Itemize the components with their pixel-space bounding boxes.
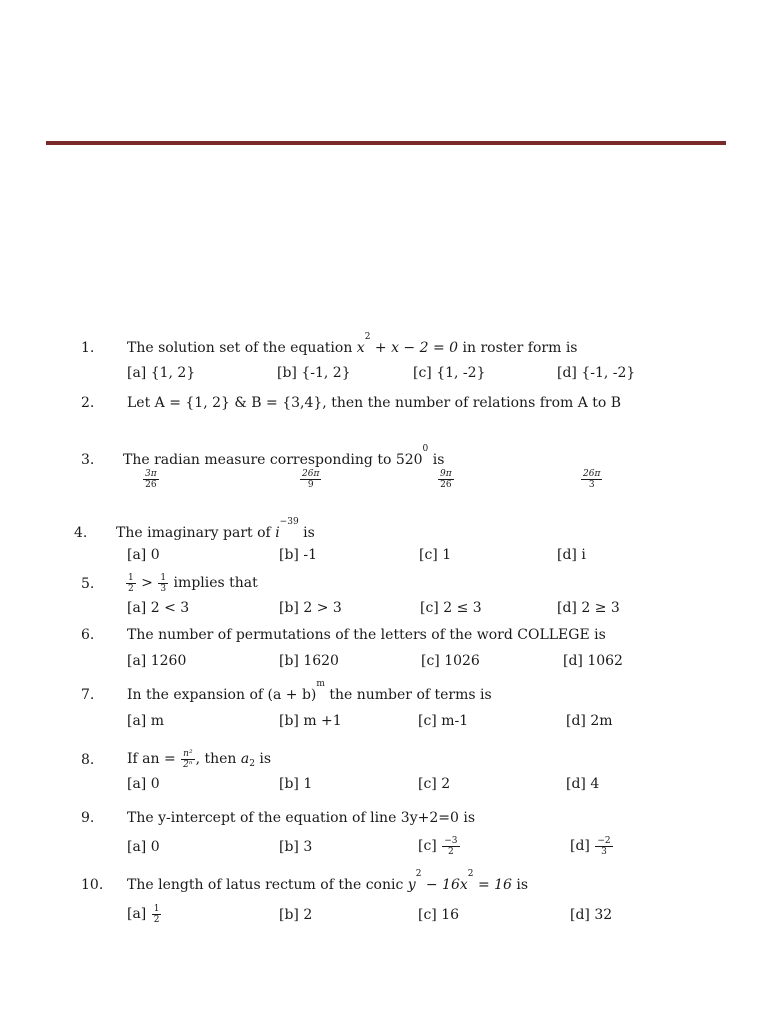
option-c: [c] m-1: [418, 713, 469, 729]
question-number: 4.: [74, 525, 88, 541]
option-d: [d] 1062: [563, 653, 623, 669]
question-number: 6.: [81, 627, 95, 643]
option-a: [a] 0: [127, 776, 160, 792]
option-b: [b] m +1: [279, 713, 342, 729]
option-c: $\frac{9\pi}{26}$: [440, 469, 452, 490]
question-text: The imaginary part of $i^{-39}$ is: [116, 517, 315, 541]
option-d: $\frac{26\pi}{3}$: [583, 469, 601, 490]
option-c: [c] 1: [419, 547, 452, 563]
option-d: [d] 32: [570, 907, 613, 923]
question-text: Let A = {1, 2} & B = {3,4}, then the number of relations from A to B: [127, 395, 622, 411]
header-rule: [46, 141, 726, 145]
option-d: [d] 2 ≥ 3: [557, 600, 620, 616]
question-text: $\frac{1}{2}$ > $\frac{1}{3}$ implies that: [128, 572, 258, 594]
option-b: [b] 3: [279, 839, 313, 855]
question-number: 10.: [81, 877, 104, 893]
option-c: [c] 2: [418, 776, 451, 792]
question-text: The radian measure corresponding to $520^0$ is: [123, 444, 445, 468]
option-a: [a] 2 < 3: [127, 600, 190, 616]
option-b: [b] 1: [279, 776, 313, 792]
question-text: The number of permutations of the letters of the word COLLEGE is: [127, 627, 606, 643]
option-a: [a] $\frac{1}{2}$: [127, 903, 160, 925]
option-a: $\frac{3\pi}{26}$: [145, 469, 157, 490]
option-c: [c] {1, -2}: [413, 365, 486, 381]
question-number: 8.: [81, 752, 95, 768]
question-text: In the expansion of $(a + b)^m$ the number of terms is: [127, 679, 492, 703]
option-d: [d] {-1, -2}: [557, 365, 636, 381]
question-number: 3.: [81, 452, 95, 468]
option-d: [d] 2m: [566, 713, 613, 729]
question-text: If an = $\frac{\text{n²}}{\text{2ⁿ}}$ , then $a_2$ is: [127, 748, 272, 770]
question-text: The y-intercept of the equation of line 3y+2=0 is: [127, 810, 476, 826]
option-b: $\frac{26\pi}{9}$: [302, 469, 320, 490]
question-text: The solution set of the equation $x^2 + x - 2 = 0$ in roster form is: [127, 332, 578, 356]
option-c: [c] 16: [418, 907, 460, 923]
option-a: [a] 0: [127, 839, 160, 855]
option-c: [c] 2 ≤ 3: [420, 600, 482, 616]
option-d: [d] i: [557, 547, 586, 563]
option-a: [a] m: [127, 713, 164, 729]
option-b: [b] -1: [279, 547, 317, 563]
question-number: 9.: [81, 810, 95, 826]
option-b: [b] {-1, 2}: [277, 365, 351, 381]
question-number: 2.: [81, 395, 95, 411]
option-c: [c] $\frac{-3}{2}$: [418, 835, 458, 857]
option-a: [a] {1, 2}: [127, 365, 196, 381]
option-d: [d] $\frac{-2}{3}$: [570, 835, 611, 857]
option-b: [b] 2: [279, 907, 313, 923]
option-b: [b] 2 > 3: [279, 600, 342, 616]
option-b: [b] 1620: [279, 653, 339, 669]
option-a: [a] 0: [127, 547, 160, 563]
option-d: [d] 4: [566, 776, 600, 792]
question-text: The length of latus rectum of the conic $y^2 - 16x^2 = 16$ is: [127, 869, 529, 893]
question-number: 7.: [81, 687, 95, 703]
question-number: 5.: [81, 576, 95, 592]
option-a: [a] 1260: [127, 653, 187, 669]
option-c: [c] 1026: [421, 653, 480, 669]
question-number: 1.: [81, 340, 95, 356]
